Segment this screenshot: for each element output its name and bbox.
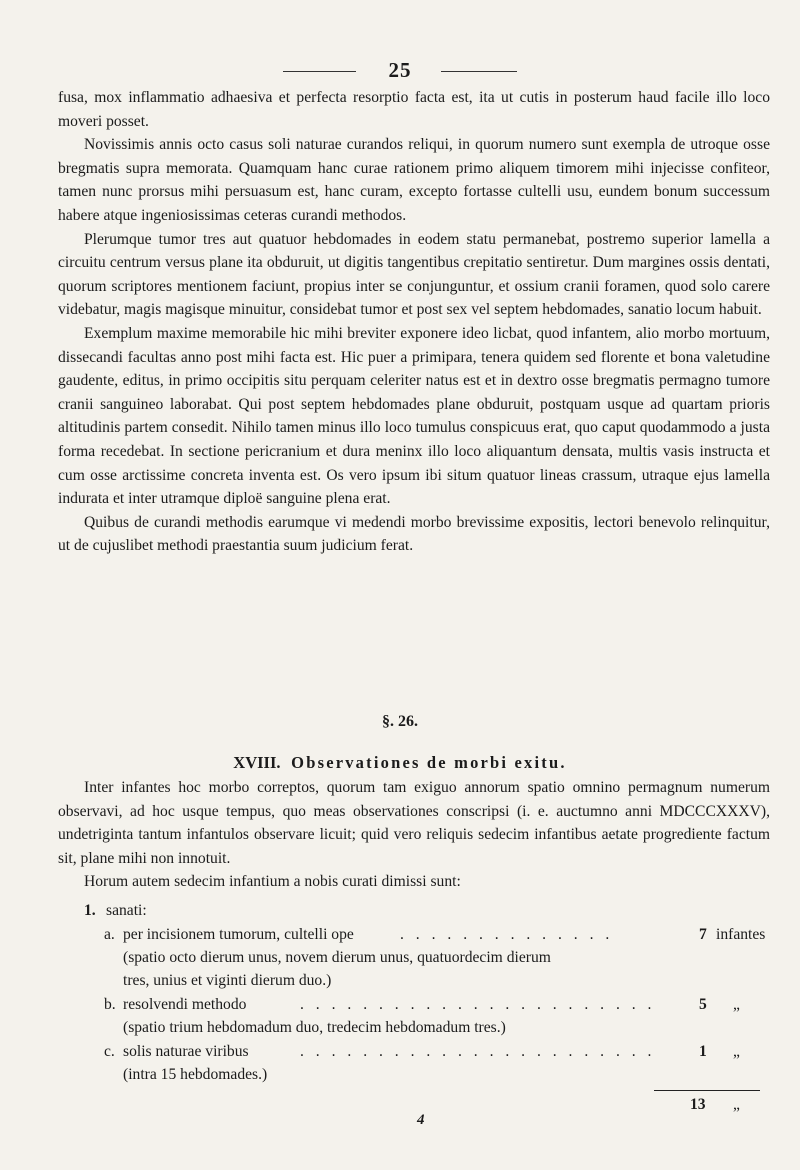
item-a-unit: infantes <box>716 926 766 943</box>
signature-mark: 4 <box>417 1112 425 1128</box>
paragraph-inter-infantes: Inter infantes hoc morbo correptos, quorum tam exiguo annorum spatio omnino permagnum numerum observavi, ad hoc usque tempus, quo meas observationes conscripsi (i. e. auctumno anni MDCCCXXXV), undetriginta tantum infantulos observare licuit; quid vero reliquis sedecim infantibus aetate progrediente factum sit, plane mihi non innotuit. <box>58 779 770 867</box>
body-text-top <box>58 86 770 558</box>
header-rule-right <box>441 71 517 72</box>
chapter-heading <box>0 753 800 773</box>
paragraph-novissimis: Novissimis annis octo casus soli naturae curandos reliqui, in quorum numero sunt exempla de utroque osse bregmatis supra memorata. Quamquam hanc curae rationem primo aliquem timorem mihi injecisse confiteor, tamen nunc prorsus mihi persuasum est, hanc curam, excepto fortasse cultelli usu, eundem bonum successum habere atque ingeniosissimas ceteras curandi methodos. <box>58 136 770 224</box>
paragraph-quibus: Quibus de curandi methodis earumque vi medendi morbo brevissime expositis, lectori benevolo relinquitur, ut de cujuslibet methodi praestantia suum judicium ferat. <box>58 513 770 555</box>
item-b-leader: . . . . . . . . . . . . . . . . . . . . . . . <box>300 996 656 1013</box>
item-c-note: (intra 15 hebdomades.) <box>123 1066 268 1083</box>
total-count: 13 <box>690 1096 706 1113</box>
list-heading: sanati: <box>106 902 147 919</box>
paragraph-continuation: fusa, mox inflammatio adhaesiva et perfecta resorptio facta est, ita ut cutis in posterum haud facile illo loco moveri posset. <box>58 89 770 130</box>
total-rule <box>654 1090 760 1091</box>
item-b-unit: „ <box>733 996 740 1013</box>
item-b-count: 5 <box>699 996 707 1013</box>
item-c-unit: „ <box>733 1043 740 1060</box>
item-a-leader: . . . . . . . . . . . . . . <box>400 926 614 943</box>
total-unit: „ <box>733 1096 740 1113</box>
item-a-note-cont: tres, unius et viginti dierum duo.) <box>123 972 332 989</box>
item-b-letter: b. <box>104 996 116 1013</box>
paragraph-exemplum: Exemplum maxime memorabile hic mihi breviter exponere ideo licbat, quod infantem, alio morbo mortuum, dissecandi facultas anno post mihi facta est. Hic puer a primipara, tenera quidem sed florente et bona valetudine gaudente, editus, in primo occipitis situ perquam celeriter natus est et in dextro osse bregmatis permagno tumore cranii sanguineo laborabat. Qui post septem hebdomades plane obduruit, postquam usque ad quartam prioris altitudinis partem consedit. Nihilo tamen minus illo loco tumulus conspicuus erat, quo caput quodammodo a justa forma recedebat. In sectione pericranium et dura meninx illo loco aliquantum densata, multis vasis instructa et cum osse arctissime concreta inventa est. Os vero ipsum ibi situm quatuor lineas crassum, utraque ejus lamella indurata et inter utramque diploë sanguine plena erat. <box>58 324 770 508</box>
item-a-count: 7 <box>699 926 707 943</box>
item-c-leader: . . . . . . . . . . . . . . . . . . . . . . . <box>300 1043 656 1060</box>
item-a-note: (spatio octo dierum unus, novem dierum unus, quatuordecim dierum <box>123 949 551 966</box>
item-b-note: (spatio trium hebdomadum duo, tredecim hebdomadum tres.) <box>123 1019 506 1036</box>
page-number: 25 <box>388 58 412 82</box>
running-head <box>0 0 800 82</box>
section-number: §. 26. <box>382 713 418 730</box>
item-a-letter: a. <box>104 926 115 943</box>
body-text-bottom <box>58 776 770 894</box>
paragraph-plerumque: Plerumque tumor tres aut quatuor hebdomades in eodem statu permanebat, postremo superior lamella a circuitu centrum versus plane ita obduruit, ut digitis tangentibus crepitatio sentiretur. Dum margines ossis dentati, quorum scriptores mentionem faciunt, propius inter se conjunguntur, et ossium cranii foramen, quod solo carere videbatur, magis magisque minuitur, considebat tumor et post sex vel septem hebdomades, sanatio locum habuit. <box>58 230 770 319</box>
item-c-letter: c. <box>104 1043 115 1060</box>
chapter-title: Observationes de morbi exitu. <box>291 753 567 772</box>
paragraph-horum: Horum autem sedecim infantium a nobis curati dimissi sunt: <box>84 873 461 891</box>
item-a-text: per incisionem tumorum, cultelli ope <box>123 926 354 943</box>
item-c-text: solis naturae viribus <box>123 1043 249 1060</box>
item-c-count: 1 <box>699 1043 707 1060</box>
list-heading-number: 1. <box>84 902 96 919</box>
header-rule-left <box>283 71 356 72</box>
item-b-text: resolvendi methodo <box>123 996 247 1013</box>
chapter-number: XVIII. <box>233 753 281 772</box>
